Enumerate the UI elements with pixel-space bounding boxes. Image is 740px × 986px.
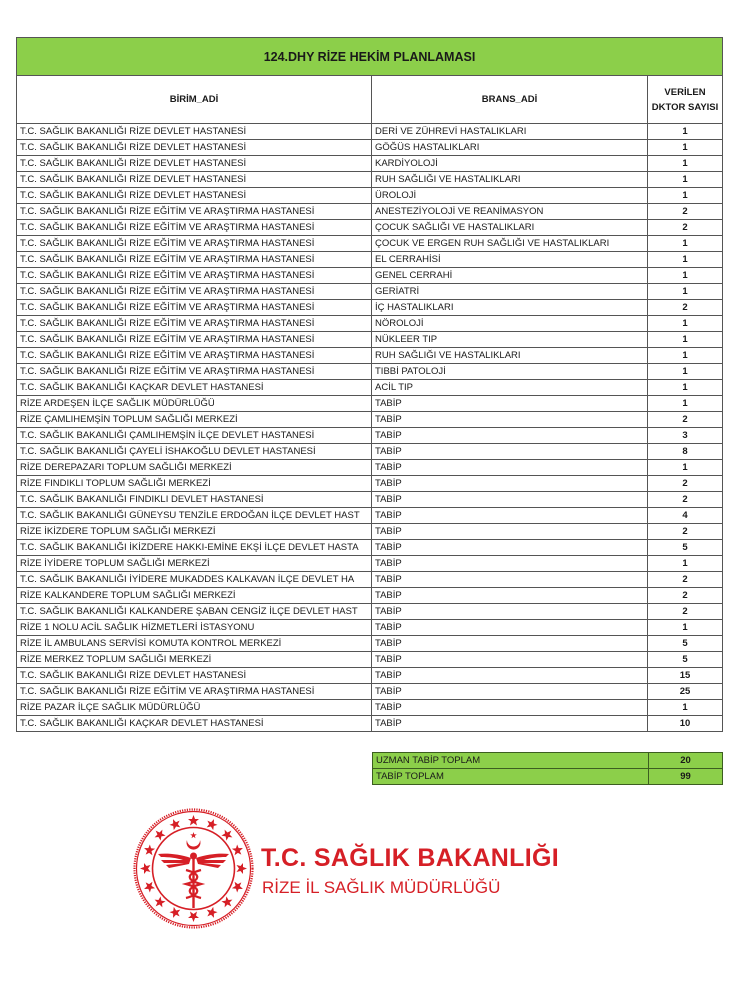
cell-brans: İÇ HASTALIKLARI [372,300,648,316]
cell-sayi: 5 [648,540,723,556]
table-row [17,524,723,540]
table-row [17,476,723,492]
cell-brans: RUH SAĞLIĞI VE HASTALIKLARI [372,348,648,364]
cell-sayi: 1 [648,268,723,284]
cell-birim: T.C. SAĞLIK BAKANLIĞI RİZE EĞİTİM VE ARAŞTIRMA HASTANESİ [17,220,372,236]
cell-sayi: 15 [648,668,723,684]
cell-brans: TABİP [372,476,648,492]
cell-brans: TABİP [372,684,648,700]
cell-brans: NÖROLOJİ [372,316,648,332]
cell-sayi: 2 [648,412,723,428]
cell-brans: TABİP [372,636,648,652]
table-body [17,124,723,732]
logo-title: T.C. SAĞLIK BAKANLIĞI [261,844,559,872]
table-row [17,140,723,156]
cell-brans: EL CERRAHİSİ [372,252,648,268]
table-row [17,444,723,460]
cell-birim: T.C. SAĞLIK BAKANLIĞI RİZE EĞİTİM VE ARAŞTIRMA HASTANESİ [17,204,372,220]
cell-brans: TABİP [372,668,648,684]
table-title: 124.DHY RİZE HEKİM PLANLAMASI [17,38,723,76]
cell-birim: T.C. SAĞLIK BAKANLIĞI RİZE DEVLET HASTANESİ [17,124,372,140]
table-row [17,220,723,236]
cell-brans: TABİP [372,620,648,636]
table-row [17,556,723,572]
table-row [17,268,723,284]
cell-birim: T.C. SAĞLIK BAKANLIĞI RİZE DEVLET HASTANESİ [17,156,372,172]
cell-sayi: 1 [648,252,723,268]
cell-brans: TABİP [372,700,648,716]
cell-sayi: 1 [648,284,723,300]
cell-sayi: 2 [648,492,723,508]
cell-brans: TABİP [372,540,648,556]
cell-sayi: 4 [648,508,723,524]
cell-birim: RİZE FINDIKLI TOPLUM SAĞLIĞI MERKEZİ [17,476,372,492]
table-row [17,668,723,684]
cell-birim: T.C. SAĞLIK BAKANLIĞI RİZE DEVLET HASTANESİ [17,188,372,204]
column-header-brans: BRANS_ADİ [372,76,648,124]
cell-brans: TABİP [372,444,648,460]
table-row [17,156,723,172]
cell-sayi: 2 [648,604,723,620]
table-row [17,540,723,556]
table-row [17,364,723,380]
cell-birim: T.C. SAĞLIK BAKANLIĞI RİZE EĞİTİM VE ARAŞTIRMA HASTANESİ [17,284,372,300]
cell-sayi: 1 [648,556,723,572]
cell-brans: ÇOCUK VE ERGEN RUH SAĞLIĞI VE HASTALIKLARI [372,236,648,252]
table-row [17,588,723,604]
cell-birim: T.C. SAĞLIK BAKANLIĞI RİZE DEVLET HASTANESİ [17,172,372,188]
cell-sayi: 2 [648,524,723,540]
table-row [17,604,723,620]
cell-sayi: 1 [648,700,723,716]
summary-row-uzman-tabip [373,753,723,769]
cell-sayi: 25 [648,684,723,700]
cell-birim: T.C. SAĞLIK BAKANLIĞI RİZE DEVLET HASTANESİ [17,668,372,684]
cell-birim: T.C. SAĞLIK BAKANLIĞI RİZE EĞİTİM VE ARAŞTIRMA HASTANESİ [17,236,372,252]
cell-brans: TABİP [372,524,648,540]
cell-birim: RİZE 1 NOLU ACİL SAĞLIK HİZMETLERİ İSTASYONU [17,620,372,636]
cell-brans: TABİP [372,428,648,444]
cell-brans: TABİP [372,508,648,524]
cell-brans: TABİP [372,460,648,476]
table-row [17,700,723,716]
cell-brans: TABİP [372,492,648,508]
cell-birim: T.C. SAĞLIK BAKANLIĞI FINDIKLI DEVLET HASTANESİ [17,492,372,508]
cell-birim: T.C. SAĞLIK BAKANLIĞI GÜNEYSU TENZİLE ERDOĞAN İLÇE DEVLET HAST [17,508,372,524]
cell-brans: ANESTEZİYOLOJİ VE REANİMASYON [372,204,648,220]
cell-brans: TIBBİ PATOLOJİ [372,364,648,380]
table-row [17,188,723,204]
cell-brans: ÇOCUK SAĞLIĞI VE HASTALIKLARI [372,220,648,236]
cell-birim: T.C. SAĞLIK BAKANLIĞI RİZE EĞİTİM VE ARAŞTIRMA HASTANESİ [17,252,372,268]
cell-birim: T.C. SAĞLIK BAKANLIĞI RİZE EĞİTİM VE ARAŞTIRMA HASTANESİ [17,268,372,284]
cell-sayi: 2 [648,220,723,236]
cell-brans: GÖĞÜS HASTALIKLARI [372,140,648,156]
summary-totals [372,752,722,785]
cell-birim: RİZE KALKANDERE TOPLUM SAĞLIĞI MERKEZİ [17,588,372,604]
cell-birim: RİZE MERKEZ TOPLUM SAĞLIĞI MERKEZİ [17,652,372,668]
cell-sayi: 2 [648,572,723,588]
cell-sayi: 5 [648,636,723,652]
cell-brans: NÜKLEER TIP [372,332,648,348]
table-row [17,636,723,652]
summary-table [372,752,723,785]
ministry-of-health-emblem-icon [131,806,256,931]
cell-sayi: 1 [648,156,723,172]
cell-birim: RİZE İYİDERE TOPLUM SAĞLIĞI MERKEZİ [17,556,372,572]
cell-brans: TABİP [372,396,648,412]
table-row [17,252,723,268]
logo-subtitle: RİZE İL SAĞLIK MÜDÜRLÜĞÜ [262,878,501,897]
cell-brans: ACİL TIP [372,380,648,396]
ministry-logo [131,806,591,931]
cell-brans: TABİP [372,604,648,620]
table-row [17,460,723,476]
table-row [17,316,723,332]
cell-birim: T.C. SAĞLIK BAKANLIĞI RİZE EĞİTİM VE ARAŞTIRMA HASTANESİ [17,316,372,332]
cell-birim: T.C. SAĞLIK BAKANLIĞI RİZE EĞİTİM VE ARAŞTIRMA HASTANESİ [17,300,372,316]
table-row [17,620,723,636]
cell-birim: T.C. SAĞLIK BAKANLIĞI İKİZDERE HAKKI-EMİNE EKŞİ İLÇE DEVLET HASTA [17,540,372,556]
table-row [17,508,723,524]
cell-sayi: 1 [648,188,723,204]
cell-brans: TABİP [372,412,648,428]
cell-sayi: 2 [648,588,723,604]
table-title-row [17,38,723,76]
cell-sayi: 1 [648,348,723,364]
cell-brans: TABİP [372,572,648,588]
cell-birim: RİZE İKİZDERE TOPLUM SAĞLIĞI MERKEZİ [17,524,372,540]
cell-sayi: 3 [648,428,723,444]
cell-sayi: 1 [648,460,723,476]
table-row [17,396,723,412]
cell-sayi: 2 [648,204,723,220]
cell-sayi: 1 [648,364,723,380]
cell-birim: T.C. SAĞLIK BAKANLIĞI RİZE EĞİTİM VE ARAŞTIRMA HASTANESİ [17,684,372,700]
table-row [17,348,723,364]
table-row [17,172,723,188]
table-row [17,572,723,588]
cell-brans: RUH SAĞLIĞI VE HASTALIKLARI [372,172,648,188]
cell-brans: GERİATRİ [372,284,648,300]
cell-sayi: 8 [648,444,723,460]
table-row [17,204,723,220]
cell-sayi: 1 [648,380,723,396]
cell-sayi: 5 [648,652,723,668]
cell-birim: T.C. SAĞLIK BAKANLIĞI KAÇKAR DEVLET HASTANESİ [17,380,372,396]
cell-brans: TABİP [372,588,648,604]
cell-sayi: 1 [648,236,723,252]
cell-brans: GENEL CERRAHİ [372,268,648,284]
table-row [17,300,723,316]
cell-sayi: 2 [648,476,723,492]
summary-label: TABİP TOPLAM [373,769,649,785]
cell-sayi: 1 [648,332,723,348]
cell-birim: RİZE DEREPAZARI TOPLUM SAĞLIĞI MERKEZİ [17,460,372,476]
cell-birim: T.C. SAĞLIK BAKANLIĞI RİZE EĞİTİM VE ARAŞTIRMA HASTANESİ [17,348,372,364]
table-row [17,652,723,668]
table-row [17,124,723,140]
cell-birim: RİZE ÇAMLIHEMŞİN TOPLUM SAĞLIĞI MERKEZİ [17,412,372,428]
cell-birim: T.C. SAĞLIK BAKANLIĞI RİZE DEVLET HASTANESİ [17,140,372,156]
cell-birim: T.C. SAĞLIK BAKANLIĞI KALKANDERE ŞABAN CENGİZ İLÇE DEVLET HAST [17,604,372,620]
cell-sayi: 1 [648,172,723,188]
cell-birim: RİZE PAZAR İLÇE SAĞLIK MÜDÜRLÜĞÜ [17,700,372,716]
table-row [17,492,723,508]
cell-brans: TABİP [372,652,648,668]
table-row [17,428,723,444]
column-header-sayi: VERİLEN DKTOR SAYISI [648,76,723,124]
planning-sheet [16,37,722,732]
cell-brans: TABİP [372,556,648,572]
table-row [17,684,723,700]
column-header-row [17,76,723,124]
summary-value: 99 [649,769,723,785]
cell-sayi: 1 [648,396,723,412]
summary-row-tabip [373,769,723,785]
cell-sayi: 2 [648,300,723,316]
table-row [17,716,723,732]
table-row [17,332,723,348]
cell-sayi: 1 [648,316,723,332]
cell-sayi: 1 [648,620,723,636]
summary-label: UZMAN TABİP TOPLAM [373,753,649,769]
cell-brans: ÜROLOJİ [372,188,648,204]
cell-birim: T.C. SAĞLIK BAKANLIĞI RİZE EĞİTİM VE ARAŞTIRMA HASTANESİ [17,364,372,380]
table-row [17,236,723,252]
cell-birim: RİZE ARDEŞEN İLÇE SAĞLIK MÜDÜRLÜĞÜ [17,396,372,412]
cell-birim: T.C. SAĞLIK BAKANLIĞI KAÇKAR DEVLET HASTANESİ [17,716,372,732]
cell-brans: DERİ VE ZÜHREVİ HASTALIKLARI [372,124,648,140]
cell-brans: TABİP [372,716,648,732]
cell-birim: RİZE İL AMBULANS SERVİSİ KOMUTA KONTROL MERKEZİ [17,636,372,652]
cell-birim: T.C. SAĞLIK BAKANLIĞI RİZE EĞİTİM VE ARAŞTIRMA HASTANESİ [17,332,372,348]
summary-value: 20 [649,753,723,769]
cell-birim: T.C. SAĞLIK BAKANLIĞI ÇAMLIHEMŞİN İLÇE DEVLET HASTANESİ [17,428,372,444]
cell-sayi: 1 [648,140,723,156]
cell-sayi: 10 [648,716,723,732]
cell-sayi: 1 [648,124,723,140]
planning-table [16,37,723,732]
table-row [17,380,723,396]
cell-birim: T.C. SAĞLIK BAKANLIĞI İYİDERE MUKADDES KALKAVAN İLÇE DEVLET HA [17,572,372,588]
cell-brans: KARDİYOLOJİ [372,156,648,172]
table-row [17,412,723,428]
cell-birim: T.C. SAĞLIK BAKANLIĞI ÇAYELİ İSHAKOĞLU DEVLET HASTANESİ [17,444,372,460]
column-header-birim: BİRİM_ADİ [17,76,372,124]
table-row [17,284,723,300]
